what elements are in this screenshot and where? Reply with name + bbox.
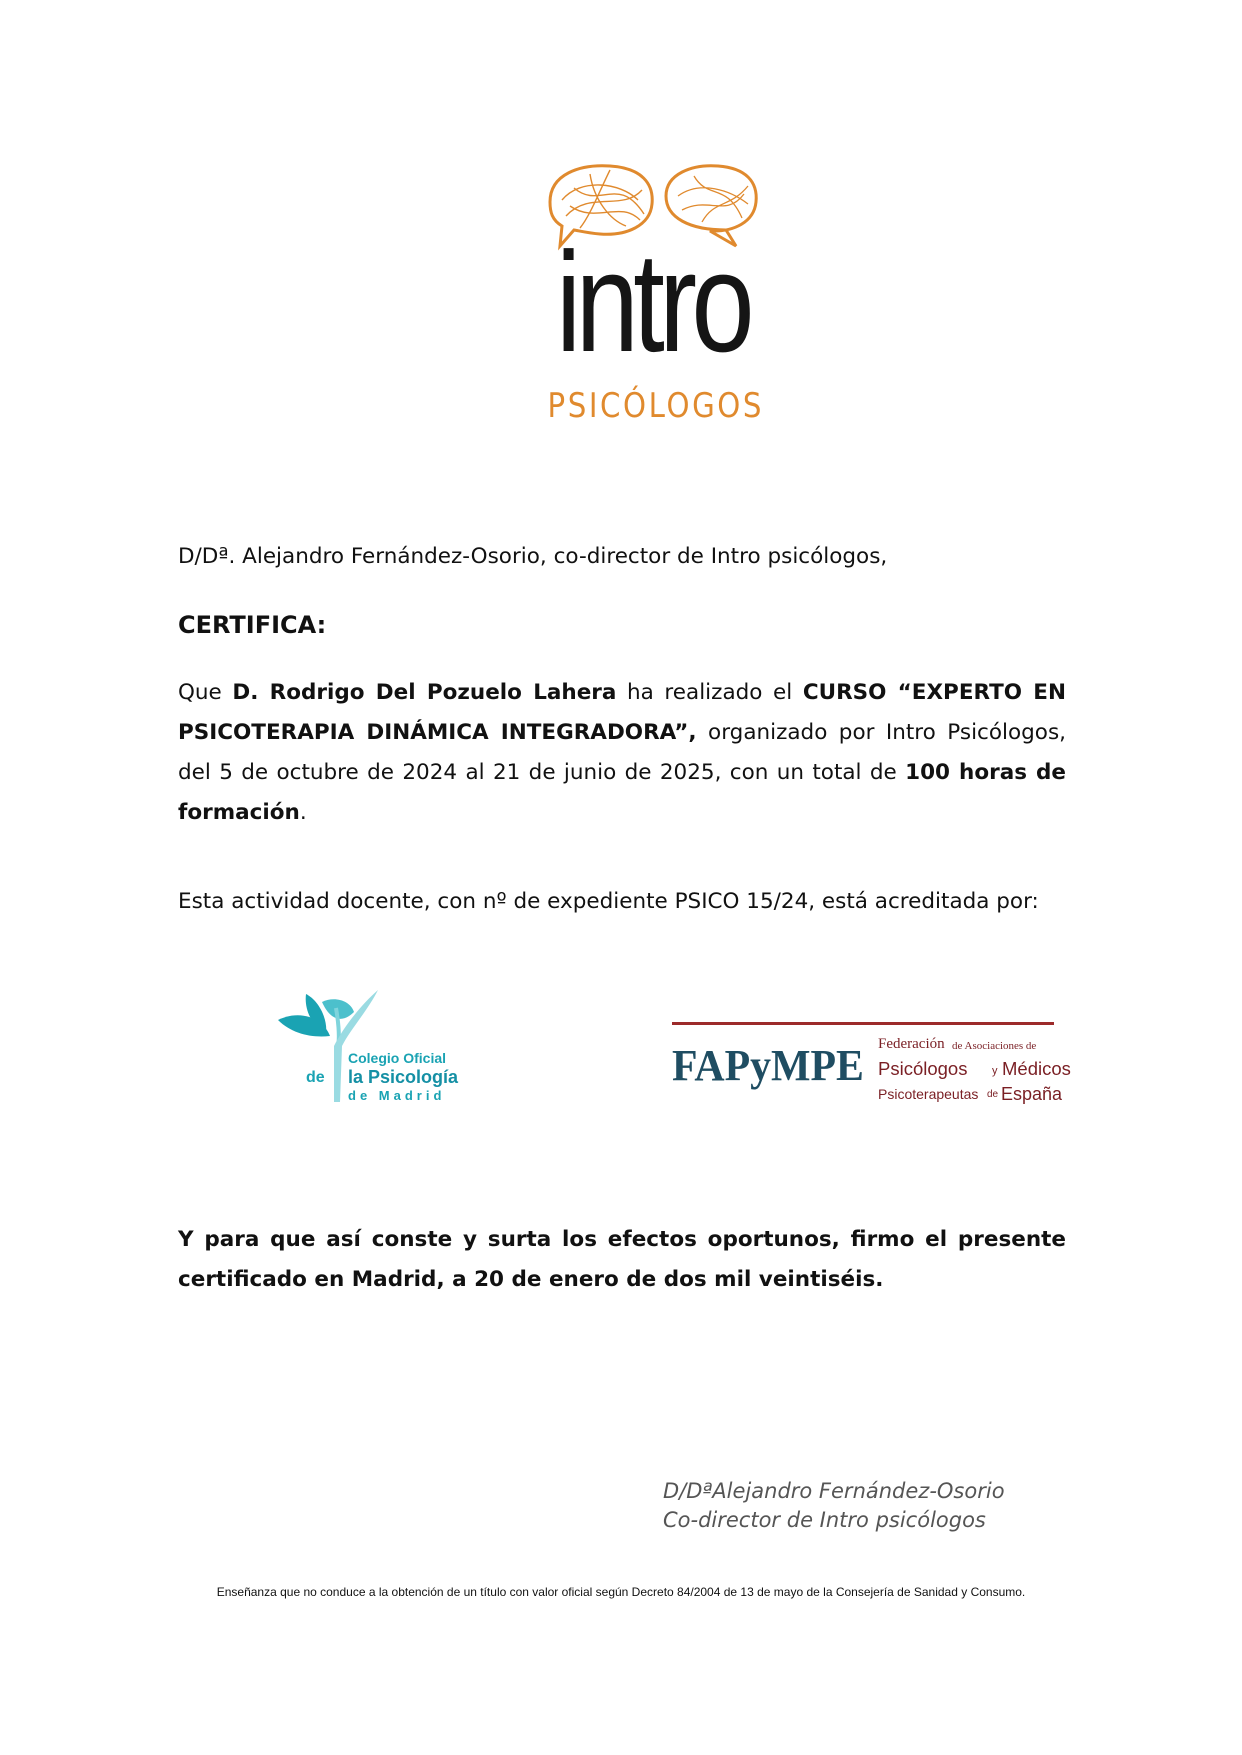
logo-wordmark: intro	[556, 223, 749, 382]
course-hours: 100 horas de formación	[178, 760, 1066, 825]
signature-name: D/DªAlejandro Fernández-Osorio	[663, 1479, 1005, 1503]
closing-statement: Y para que así conste y surta los efectos oportunos, firmo el presente certificado en Madrid, a 20 de enero de dos mil veintiséis.	[178, 1227, 1066, 1292]
issuer-line: D/Dª. Alejandro Fernández-Osorio, co-director de Intro psicólogos,	[178, 544, 888, 569]
body-text: Que	[178, 680, 233, 705]
footer-note: Enseñanza que no conduce a la obtención de un título con valor oficial según Decreto 84/2004 de 13 de mayo de la Consejería de Sanidad y Consumo.	[216, 1585, 1026, 1599]
fapympe-text: de Asociaciones de	[952, 1040, 1037, 1052]
colegio-name-de: de	[306, 1069, 325, 1086]
signature-title: Co-director de Intro psicólogos	[663, 1508, 986, 1532]
fapympe-text: Federación	[878, 1036, 945, 1052]
colegio-name-line2: la Psicología	[348, 1067, 459, 1087]
fapympe-rule	[672, 1022, 1054, 1025]
colegio-name-line3: de Madrid	[348, 1088, 446, 1103]
fapympe-text: Psicólogos	[878, 1058, 968, 1079]
course-name: CURSO “EXPERTO EN PSICOTERAPIA DINÁMICA INTEGRADORA”,	[178, 680, 1066, 745]
fapympe-text: España	[1001, 1084, 1063, 1104]
colegio-name-line1: Colegio Oficial	[348, 1050, 447, 1066]
accreditation-statement: Esta actividad docente, con nº de expediente PSICO 15/24, está acreditada por:	[178, 889, 1039, 914]
body-text: .	[299, 800, 307, 825]
fapympe-text: de	[987, 1089, 999, 1100]
certificate-heading: CERTIFICA:	[178, 611, 327, 639]
certificate-body	[178, 673, 1066, 833]
fapympe-acronym: FAPyMPE	[672, 1041, 864, 1090]
fapympe-text: Psicoterapeutas	[878, 1086, 979, 1102]
body-text: ha realizado el	[616, 680, 803, 705]
fapympe-text: y	[992, 1065, 998, 1077]
recipient-name: D. Rodrigo Del Pozuelo Lahera	[232, 680, 617, 705]
fapympe-text: Médicos	[1002, 1058, 1071, 1079]
body-text: organizado por Intro Psicólogos, del 5 de octubre de 2024 al 21 de junio de 2025, con un total de	[178, 720, 1066, 785]
logo-subtitle: PSICÓLOGOS	[547, 386, 765, 426]
